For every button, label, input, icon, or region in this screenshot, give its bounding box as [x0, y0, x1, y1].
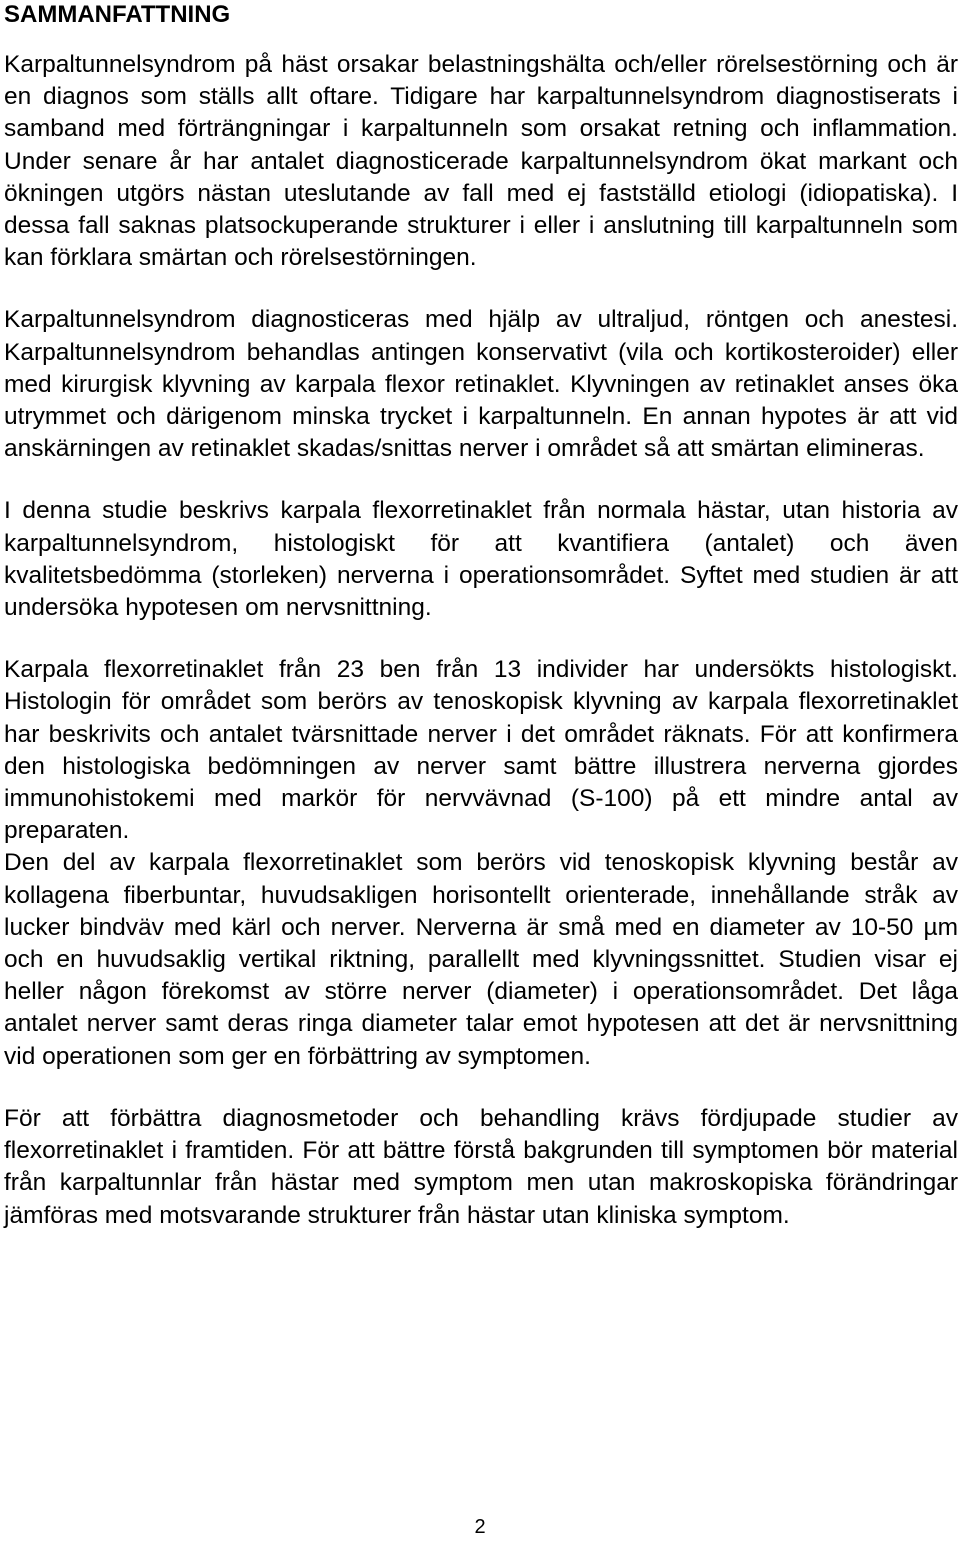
paragraph-method: Karpala flexorretinaklet från 23 ben från 13 individer har undersökts histologiskt. Histologin för området som berörs av tenoskopisk klyvning av karpala flexorretinaklet har beskrivits och antalet tvärsnittade nerver i det området räknats. För att konfirmera den histologiska bedömningen av nerver samt bättre illustrera nerverna gjordes immunohistokemi med markör för nervvävnad (S-100) på ett mindre antal av preparaten. [4, 656, 958, 845]
paragraph-results: Den del av karpala flexorretinaklet som berörs vid tenoskopisk klyvning består av kollagena fiberbuntar, huvudsakligen horisontellt orienterade, innehållande stråk av lucker bindväv med kärl och nerver. Nerverna är små med en diameter av 10-50 µm och en huvudsaklig vertikal riktning, parallellt med klyvningssnittet. Studien visar ej heller någon förekomst av större nerver (diameter) i operationsområdet. Det låga antalet nerver samt deras ringa diameter talar emot hypotesen att det är nervsnittning vid operationen som ger en förbättring av symptomen. [4, 849, 958, 1070]
paragraph-intro: Karpaltunnelsyndrom på häst orsakar belastningshälta och/eller rörelsestörning och är en diagnos som ställs allt oftare. Tidigare har karpaltunnelsyndrom diagnostiserats i samband med förträngningar i karpaltunneln som orsakat retning och inflammation. Under senare år har antalet diagnosticerade karpaltunnelsyndrom ökat markant och ökningen utgörs nästan uteslutande av fall med ej fastställd etiologi (idiopatiska). I dessa fall saknas platsockuperande strukturer i eller i anslutning till karpaltunneln som kan förklara smärtan och rörelsestörningen. [4, 51, 958, 272]
section-heading: SAMMANFATTNING [4, 1, 231, 28]
page-number: 2 [474, 1516, 486, 1538]
document-page [4, 0, 958, 1232]
paragraph-future-studies: För att förbättra diagnosmetoder och behandling krävs fördjupade studier av flexorretinaklet i framtiden. För att bättre förstå bakgrunden till symptomen bör material från karpaltunnlar från hästar med symptom men utan makroskopiska förändringar jämföras med motsvarande strukturer från hästar utan kliniska symptom. [4, 1104, 958, 1229]
paragraph-diagnosis-treatment: Karpaltunnelsyndrom diagnosticeras med hjälp av ultraljud, röntgen och anestesi. Karpaltunnelsyndrom behandlas antingen konservativt (vila och kortikosteroider) eller med kirurgisk klyvning av karpala flexor retinaklet. Klyvningen av retinaklet anses öka utrymmet och därigenom minska trycket i karpaltunneln. En annan hypotes är att vid anskärningen av retinaklet skadas/snittas nerver i området så att smärtan elimineras. [4, 306, 958, 463]
paragraph-study-aim: I denna studie beskrivs karpala flexorretinaklet från normala hästar, utan historia av karpaltunnelsyndrom, histologiskt för att kvantifiera (antalet) och även kvalitetsbedömma (storleken) nerverna i operationsområdet. Syftet med studien är att undersöka hypotesen om nervsnittning. [4, 497, 958, 622]
